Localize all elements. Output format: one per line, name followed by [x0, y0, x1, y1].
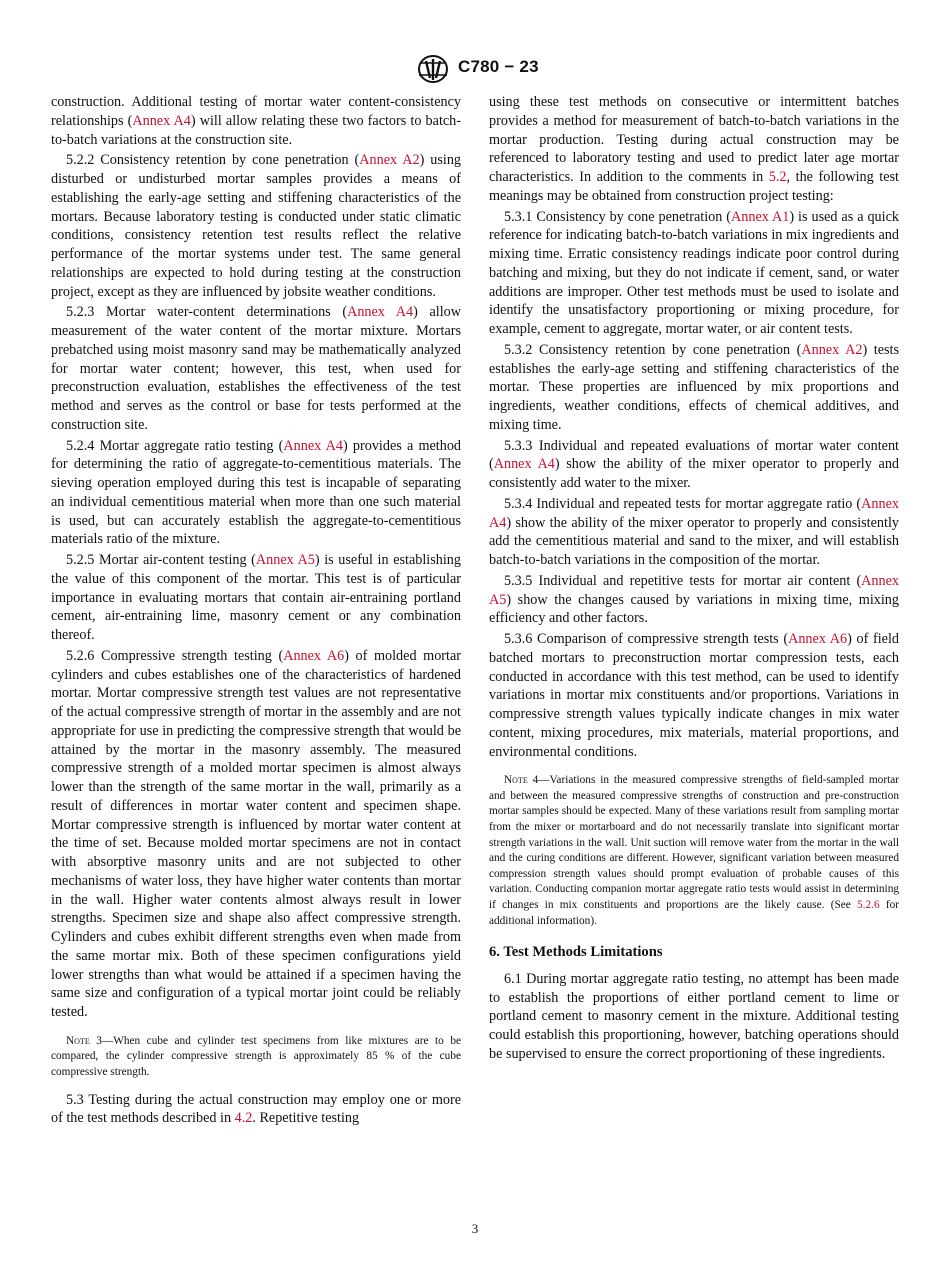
cross-reference-link[interactable]: Annex A2	[359, 152, 420, 169]
text-run: 5.2.2 Consistency retention by cone penetration (	[66, 152, 360, 169]
text-run: ) show the ability of the mixer operator to properly and consistently add water to the mixer.	[489, 456, 900, 491]
paragraph-5-2-3	[51, 303, 461, 434]
text-run: ) show the ability of the mixer operator to properly and consistently add the cementitious material and sand to the mixer, and will establish batch-to-batch variations in the composition of the mortar.	[489, 514, 899, 568]
text-run: ) of molded mortar cylinders and cubes establishes one of the characteristics of hardened mortar. Mortar compressive strength test values are not representative of the actual compressive strength of mortar in the assembly and are not appropriate for use in predicting the compressive strength that would be attained by the mortar in the masonry assembly. The measured compressive strength of a molded mortar specimen is almost always lower than the strength of the same mortar in the wall, primarily as a result of differences in mortar water content and specimen shape. Mortar compressive strength is influenced by mortar water content at the time of set. Because molded mortar specimens are not in contact with absorptive masonry units and are not subjected to other mechanisms of water loss, they have higher water contents than mortar in the wall. Higher water contents almost always result in lower strengths. Specimen size and shape also affect compressive strength. Cylinders and cubes exhibit different strengths even when made from the same mortar mix. Both of these specimen configurations yield lower strengths than what would be attained if a specimen having the same size and configuration of a typical mortar joint could be reliably tested.	[51, 647, 461, 1020]
text-run: 5.3.4 Individual and repeated tests for mortar aggregate ratio (	[504, 495, 862, 512]
cross-reference-link[interactable]: Annex A5	[255, 552, 315, 568]
text-run: ) provides a method for determining the ratio of aggregate-to-cementitious materials. The sieving operation employed during this test is incapable of separating an individual cementitious material when more than one such material is used, but can accurately establish the aggregate-to-cementitious materials ratio of the mixture.	[51, 437, 462, 548]
right-column	[489, 93, 899, 1066]
page-header	[0, 54, 950, 88]
note-4-label: Note 4	[504, 774, 539, 787]
cross-reference-link[interactable]: Annex A4	[347, 304, 414, 321]
text-run: —Variations in the measured compressive strengths of field-sampled mortar and between the measured compressive strengths of construction and pre-construction mortar samples should be expected. Many of these variations result from sampling mortar from the mixer or mortarboard and do not necessarily translate into significant mortar strength variations in the wall. Unit suction will remove water from the mortar in the wall and the curing conditions are different. However, significant variation between measured compression strength values should prompt evaluation of probable causes of this variation. Conducting companion mortar aggregate ratio tests would assist in determining if changes in mix constituents and proportions are the likely cause. (See	[489, 774, 900, 911]
text-run: 5.2.5 Mortar air-content testing (	[66, 552, 256, 568]
text-run: 5.3.3 Individual and repeated evaluations of mortar water content (	[489, 437, 899, 473]
note-4	[489, 773, 899, 929]
text-run: ) using disturbed or undisturbed mortar samples provides a means of establishing the early-age setting and stiffening characteristics of the mortars. Because laboratory testing is conducted under static climatic conditions, consistency retention test results reflect the relative performance of the mortar systems under test. The same general relationships are expected to hold during testing at the construction project, except as they are influenced by jobsite weather conditions.	[51, 152, 462, 300]
paragraph-5-3-2	[489, 341, 899, 435]
text-run: ) of field batched mortars to preconstruction mortar compression tests, each conducted in accordance with this test method, can be used to identify variations in mortar mix constituents and/or proportions. Variations in compressive strength values typically indicate changes in mix water content, mixing procedures, mix materials, material proportions, and environmental conditions.	[489, 631, 900, 760]
note-4-text	[489, 774, 899, 926]
text-run: ) is useful in establishing the value of this component of the mortar. This test is of particular importance in evaluating mortars that contain air-entraining portland cement, air-entraining lime, masonry cement or any combination thereof.	[51, 552, 461, 643]
paragraph-5-3	[51, 1091, 461, 1129]
text-run: 5.3 Testing during the actual construction may employ one or more of the test methods described in	[51, 1091, 461, 1127]
text-run: ) tests establishes the early-age setting and stiffening characteristics of the mortar. These properties are influenced by mix proportions and ingredients, weather conditions, effects of chemical additives, and mixing time.	[489, 341, 900, 433]
text-run: 5.2.4 Mortar aggregate ratio testing (	[66, 437, 284, 454]
text-run: using these test methods on consecutive or intermittent batches provides a method for measurement of batch-to-batch variations in the mortar production. Testing during actual construction may be referenced to laboratory testing and used to predict later age mortar characteristics. In addition to the comments in	[489, 94, 899, 185]
cross-reference-link[interactable]: Annex A4	[132, 112, 191, 129]
paragraph-5-2-6	[51, 647, 461, 1022]
paragraph-6-1	[489, 970, 899, 1064]
paragraph-5-2-1-cont	[51, 93, 461, 149]
cross-reference-link[interactable]: 4.2	[234, 1110, 253, 1127]
paragraph-5-3-5	[489, 572, 899, 628]
text-run: 5.3.2 Consistency retention by cone penetration (	[504, 341, 802, 358]
cross-reference-link[interactable]: Annex A5	[489, 572, 899, 608]
text-run: for additional information).	[489, 899, 899, 927]
cross-reference-link[interactable]: Annex A6	[283, 647, 345, 664]
cross-reference-link[interactable]: Annex A4	[493, 456, 555, 473]
left-column	[51, 93, 461, 1130]
text-run: 5.3.6 Comparison of compressive strength tests (	[504, 631, 789, 647]
text-run: construction. Additional testing of mortar water content-consistency relationships (	[51, 94, 461, 129]
text-run: . Repetitive testing	[252, 1110, 360, 1127]
text-run: 5.2.3 Mortar water-content determinations (	[66, 304, 348, 321]
page-number: 3	[471, 1221, 479, 1236]
paragraph-5-3-1	[489, 208, 899, 339]
paragraph-5-3-4	[489, 495, 899, 570]
astm-logo-icon	[411, 54, 455, 84]
cross-reference-link[interactable]: 5.2	[768, 169, 787, 185]
section-6-heading: 6. Test Methods Limitations	[489, 944, 663, 961]
paragraph-5-2-2	[51, 151, 461, 301]
note-3-text: —When cube and cylinder test specimens from like mixtures are to be compared, the cylinder compressive strength is approximately 85 % of the cube compressive strength.	[51, 1034, 461, 1078]
text-run: ) show the changes caused by variations in mixing time, mixing efficiency and other factors.	[489, 591, 899, 627]
text-run: ) is used as a quick reference for indicating batch-to-batch variations in mix ingredients and mixing time. Erratic consistency readings indicate poor control during batching and mixing, but they do not indicate if cement, sand, or water additions are improper. Other test methods must be used to isolate and identify the unsatisfactory proportioning or mixing procedure, for example, cement to aggregate, mortar water, or air content tests.	[489, 208, 899, 337]
text-run: 5.3.5 Individual and repetitive tests for mortar air content (	[504, 572, 862, 589]
text-run: ) will allow relating these two factors to batch-to-batch variations at the construction site.	[51, 112, 462, 148]
paragraph-5-3-6	[489, 630, 899, 761]
cross-reference-link[interactable]: Annex A2	[801, 341, 863, 358]
text-run: 5.2.6 Compressive strength testing (	[66, 647, 284, 664]
document-designation: C780 − 23	[458, 57, 539, 76]
text-run: , the following test meanings may be obtained from construction project testing:	[489, 169, 899, 204]
cross-reference-link[interactable]: Annex A6	[788, 631, 848, 647]
cross-reference-link[interactable]: Annex A1	[731, 208, 790, 225]
cross-reference-link[interactable]: Annex A4	[489, 495, 899, 531]
paragraph-5-3-cont	[489, 93, 899, 206]
text-run: ) allow measurement of the water content of the mortar mixture. Mortars prebatched using moist masonry sand may be mathematically analyzed for mortar water content; however, this test, when used for preconstruction evaluation, establishes the effectiveness of the test method and serves as the control or base for tests performed at the construction site.	[51, 304, 461, 433]
paragraph-5-2-4	[51, 437, 461, 550]
paragraph-5-2-5	[51, 551, 461, 645]
cross-reference-link[interactable]: Annex A4	[283, 437, 343, 454]
note-3-label: Note 3	[66, 1034, 102, 1047]
paragraph-5-3-3	[489, 437, 899, 493]
text-run: 6.1 During mortar aggregate ratio testing, no attempt has been made to establish the proportions of either portland cement to lime or portland cement to masonry cement in the mixture. Additional testing could establish this proportioning, however, batching operations should be supervised to ensure the correct proportioning of these ingredients.	[489, 970, 899, 1062]
cross-reference-link[interactable]: 5.2.6	[857, 899, 880, 911]
note-3	[51, 1034, 461, 1081]
text-run: 5.3.1 Consistency by cone penetration (	[504, 208, 732, 225]
